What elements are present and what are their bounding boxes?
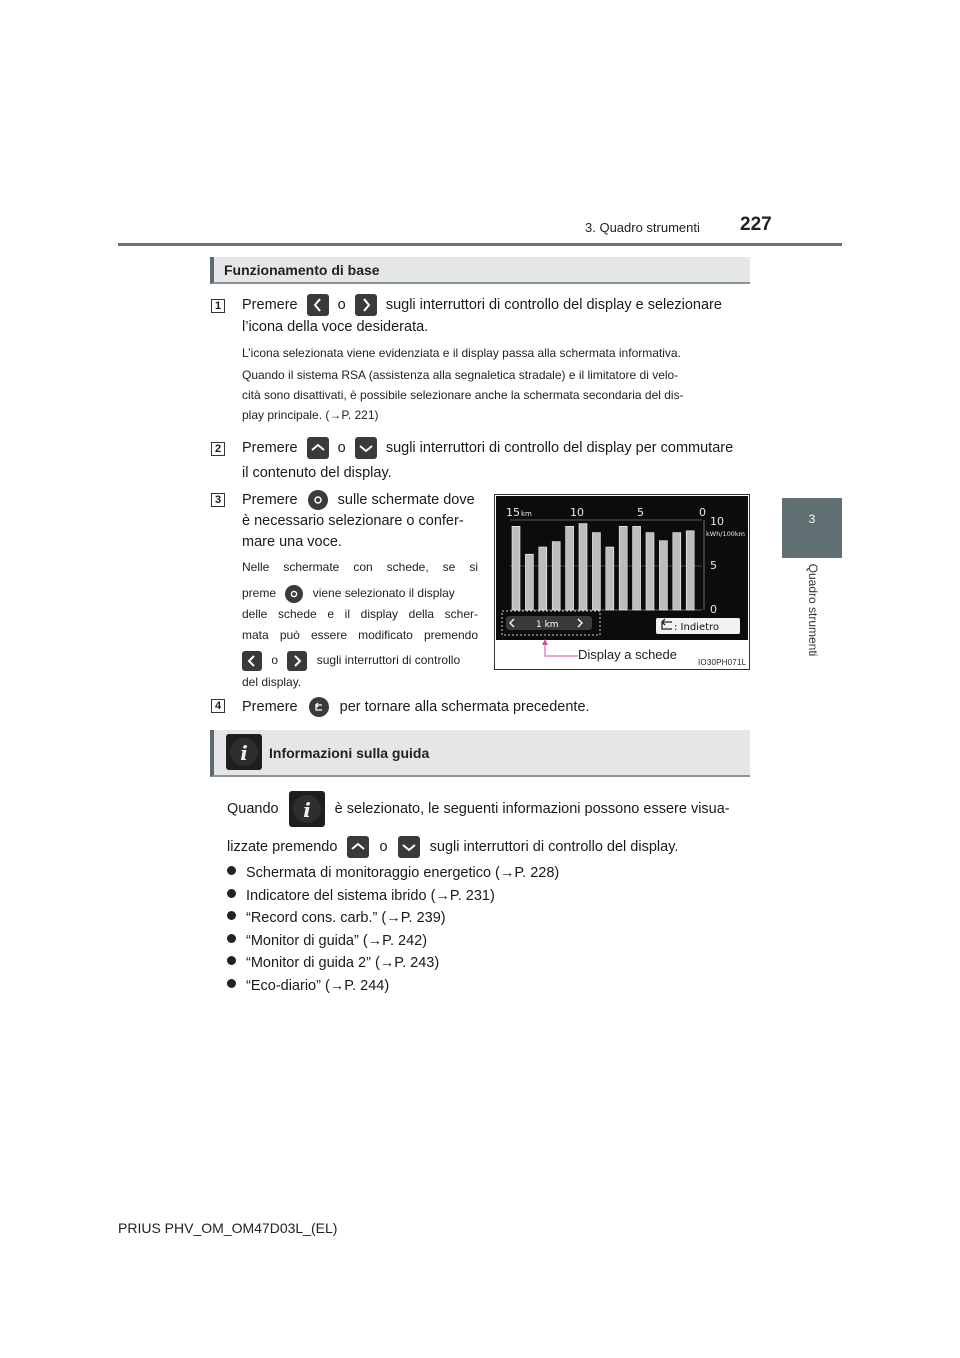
energy-bar — [592, 533, 600, 610]
step-1-line-2: l’icona della voce desiderata. — [242, 319, 429, 335]
energy-bar — [633, 526, 641, 610]
list-item — [227, 907, 559, 930]
unit-label: kWh/100km — [706, 530, 746, 538]
step-3-note-line-3: delle schede e il display della scher- — [242, 607, 478, 621]
info-icon — [289, 791, 325, 827]
step-2-line-1 — [242, 437, 752, 459]
energy-bar — [539, 547, 547, 610]
info-icon — [226, 734, 262, 770]
scale-label-km: km — [521, 510, 532, 518]
info-intro-line-2-before: lizzate premendo — [227, 839, 338, 855]
energy-bar — [512, 526, 520, 610]
section-bar-basic-operation — [210, 257, 750, 284]
step-4-text-after: per tornare alla schermata precedente. — [339, 699, 590, 715]
display-screen-image — [496, 496, 748, 640]
step-4-text-before: Premere — [242, 699, 298, 715]
step-3-note-line-2 — [242, 583, 482, 603]
info-intro-after: è selezionato, le seguenti informazioni possono essere visua- — [334, 800, 730, 817]
bullet-text: “Monitor di guida 2” (→P. 243) — [246, 955, 440, 972]
back-button-key-icon — [309, 697, 329, 717]
step-number-2: 2 — [211, 442, 225, 456]
step-number-3: 3 — [211, 493, 225, 507]
right-arrow-key-icon — [355, 294, 377, 316]
section-title-driving-info: Informazioni sulla guida — [269, 745, 430, 761]
chapter-side-tab — [782, 498, 842, 558]
step-1-text-after: sugli interruttori di controllo del display e selezionare — [385, 297, 722, 313]
up-arrow-key-icon — [347, 836, 369, 858]
step-3-note-line-1: Nelle schermate con schede, se si — [242, 560, 478, 574]
left-arrow-key-icon — [242, 651, 262, 671]
chapter-side-tab-label: Quadro strumenti — [806, 563, 820, 657]
scale-label-15: 15 — [506, 506, 520, 519]
info-intro-line-1 — [227, 791, 752, 827]
step-3-text-after: sulle schermate dove — [337, 492, 475, 508]
info-intro-line-2-mid: o — [379, 839, 388, 855]
distance-tab-label: 1 km — [536, 620, 559, 630]
document-code-footer: PRIUS PHV_OM_OM47D03L_(EL) — [118, 1220, 338, 1236]
down-arrow-key-icon — [398, 836, 420, 858]
info-intro-line-2-after: sugli interruttori di controllo del display. — [429, 839, 679, 855]
chapter-side-tab-number: 3 — [808, 512, 816, 526]
figure-caption-tab-display: Display a schede — [578, 647, 677, 662]
step-1-text-mid: o — [337, 297, 346, 313]
chapter-title: 3. Quadro strumenti — [585, 220, 700, 235]
right-scale-0: 0 — [710, 603, 717, 616]
step-3-note-mid: o — [271, 653, 279, 667]
step-1-note-1: L’icona selezionata viene evidenziata e il display passa alla schermata informativa. — [242, 346, 681, 360]
info-intro-before: Quando — [227, 800, 279, 817]
step-number-1: 1 — [211, 299, 225, 313]
step-2-text-before: Premere — [242, 440, 298, 456]
right-scale-10: 10 — [710, 515, 724, 528]
bullet-text: Indicatore del sistema ibrido (→P. 231) — [246, 887, 495, 904]
left-arrow-key-icon — [307, 294, 329, 316]
step-1-note-2-line-1: Quando il sistema RSA (assistenza alla segnaletica stradale) e il limitatore di velo- — [242, 368, 679, 382]
step-2-text-mid: o — [337, 440, 346, 456]
energy-bar — [673, 533, 681, 610]
back-label: : Indietro — [674, 622, 720, 633]
svg-text:i: i — [240, 741, 248, 765]
ok-button-key-icon — [308, 490, 328, 510]
step-number-4: 4 — [211, 699, 225, 713]
energy-bar — [646, 533, 654, 610]
figure-image-code: IO30PH071L — [698, 658, 747, 667]
down-arrow-key-icon — [355, 437, 377, 459]
bar-group — [512, 524, 694, 610]
bullet-text: Schermata di monitoraggio energetico (→P. 228) — [246, 865, 560, 881]
page-number: 227 — [740, 214, 772, 235]
list-item — [227, 930, 559, 953]
step-3-note-before: preme — [242, 586, 277, 600]
energy-bar — [619, 526, 627, 610]
step-3-text-before: Premere — [242, 492, 298, 508]
energy-bar — [606, 547, 614, 610]
info-intro-line-2 — [227, 836, 678, 858]
step-3-line-2: è necessario selezionare o confer- — [242, 513, 464, 529]
step-3-note-after-2: sugli interruttori di controllo — [316, 653, 461, 667]
list-item — [227, 885, 559, 908]
section-title-basic-operation: Funzionamento di base — [224, 262, 380, 278]
energy-bar — [659, 541, 667, 610]
step-4-line-1 — [242, 696, 590, 718]
step-2-line-2: il contenuto del display. — [242, 465, 392, 481]
step-3-note-line-6: del display. — [242, 675, 302, 689]
list-item — [227, 975, 559, 998]
ok-button-key-icon — [285, 585, 303, 603]
step-3-note-line-5 — [242, 650, 482, 671]
step-1-line-1 — [242, 294, 747, 316]
step-2-text-after: sugli interruttori di controllo del display per commutare — [385, 440, 734, 456]
up-arrow-key-icon — [307, 437, 329, 459]
step-3-note-line-4: mata può essere modificato premendo — [242, 628, 478, 642]
list-item — [227, 952, 559, 975]
step-1-text-before: Premere — [242, 297, 298, 313]
header-divider — [118, 243, 842, 246]
step-3-note-after: viene selezionato il display — [312, 586, 455, 600]
step-1-note-2-line-2: cità sono disattivati, è possibile selezionare anche la schermata secondaria del dis- — [242, 388, 684, 402]
bullet-text: “Eco-diario” (→P. 244) — [246, 977, 390, 994]
scale-label-10: 10 — [570, 506, 584, 519]
energy-bar — [686, 531, 694, 610]
info-bullet-list — [227, 862, 559, 998]
energy-bar — [552, 542, 560, 610]
energy-bar — [579, 524, 587, 610]
energy-history-bar-display — [496, 496, 748, 640]
scale-label-0: 0 — [699, 506, 706, 519]
step-1-note-2-line-3: play principale. (→P. 221) — [242, 408, 379, 422]
energy-bar — [525, 554, 533, 610]
energy-bar — [566, 526, 574, 610]
bullet-text: “Monitor di guida” (→P. 242) — [246, 932, 428, 949]
step-3-line-3: mare una voce. — [242, 534, 342, 550]
svg-text:i: i — [302, 798, 311, 822]
step-3-line-1 — [242, 489, 482, 511]
right-scale-5: 5 — [710, 559, 717, 572]
scale-label-5: 5 — [637, 506, 644, 519]
bullet-text: “Record cons. carb.” (→P. 239) — [246, 910, 446, 927]
right-arrow-key-icon — [287, 651, 307, 671]
list-item — [227, 862, 559, 885]
section-bar-driving-info — [210, 730, 750, 777]
